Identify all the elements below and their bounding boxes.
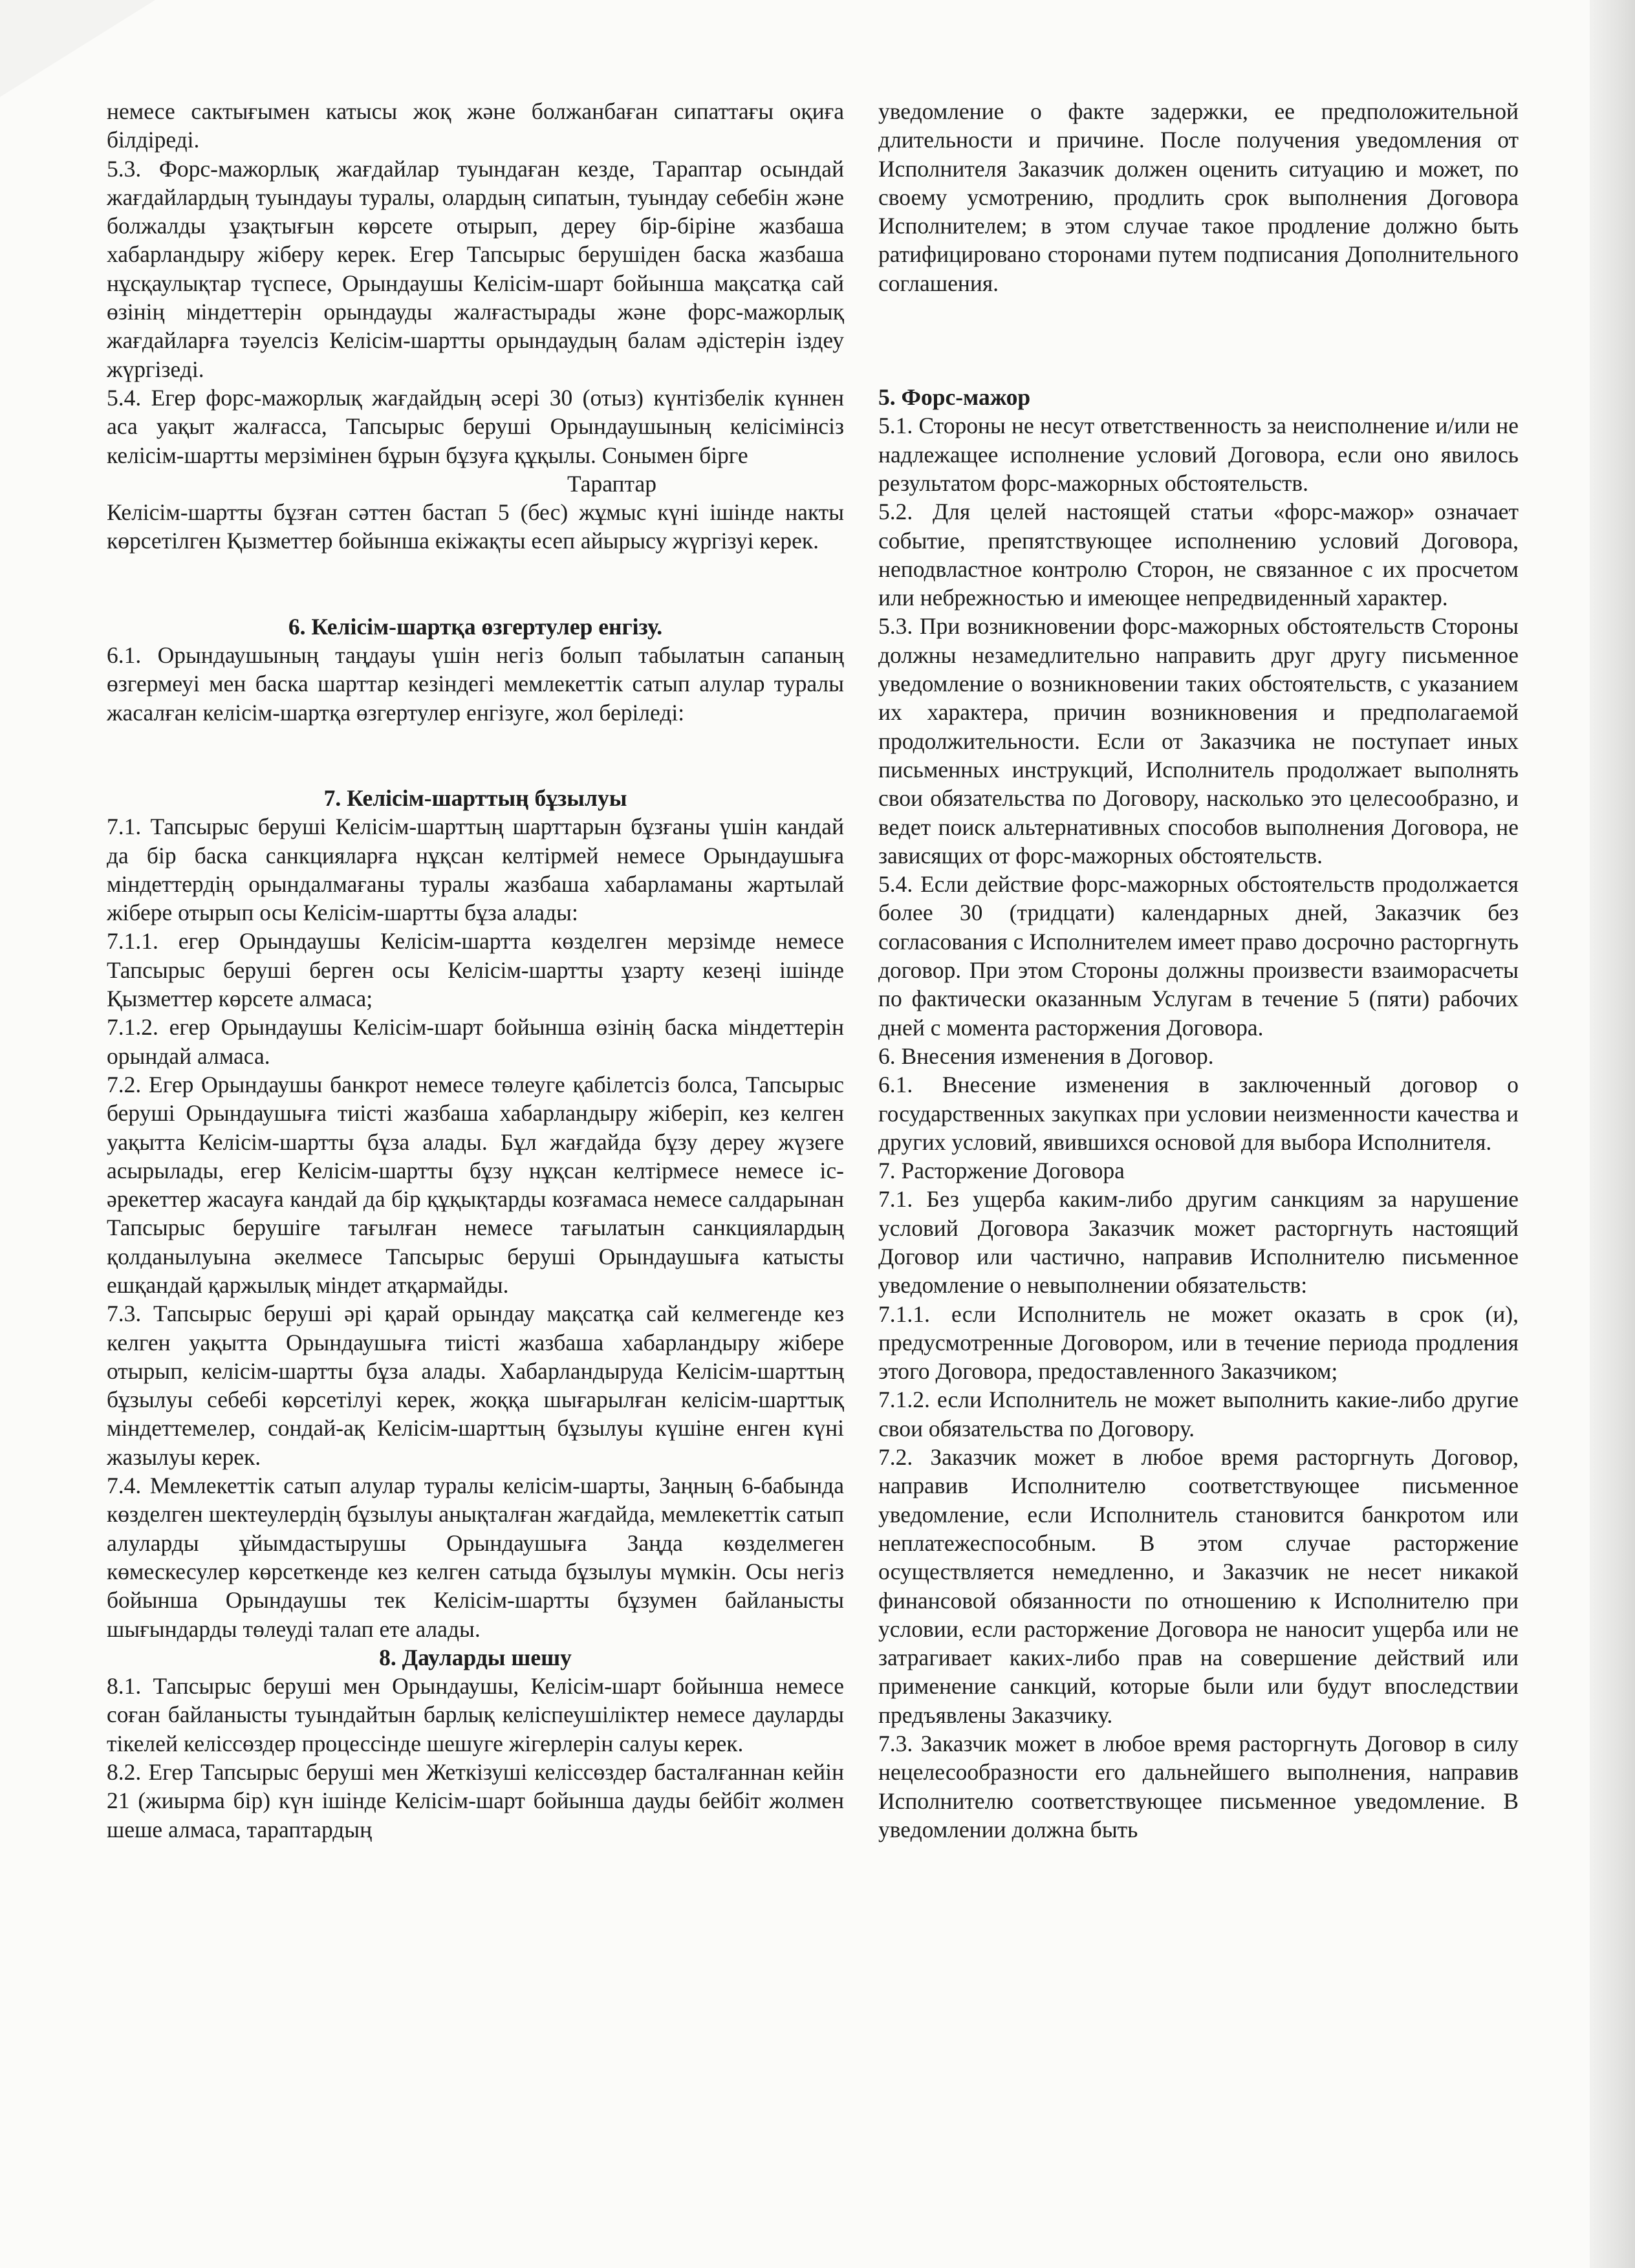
paragraph-5-4: 5.4. Егер форс-мажорлық жағдайдың әсері 30 (отыз) күнтізбелік күннен аса уақыт жалғасса, Тапсырыс беруші Орындаушының келісімінсіз келісім-шартты мерзімінен бұрын бұзуға құқылы. Сонымен бірге xyxy=(107,384,844,468)
heading-section-5: 5. Форс-мажор xyxy=(878,384,1031,411)
kazakh-column xyxy=(107,97,844,1844)
heading-section-7: 7. Расторжение Договора xyxy=(878,1158,1125,1184)
russian-column xyxy=(878,97,1519,1844)
paragraph-4-continuation: уведомление о факте задержки, ее предположительной длительности и причине. После получения уведомления от Исполнителя Заказчик должен оценить ситуацию и может, по своему усмотрению, продлить срок выполнения Договора Исполнителем; в этом случае такое продление должно быть ратифицировано сторонами путем подписания Дополнительного соглашения. xyxy=(878,98,1519,296)
paragraph-6-1: 6.1. Орындаушының таңдауы үшін негіз болып табылатын сапаның өзгермеуі мен баска шарттар кезіндегі мемлекеттік сатып алулар туралы жасалған келісім-шартқа өзгертулер енгізуге, жол беріледі: xyxy=(107,642,844,726)
paragraph-7-3: 7.3. Тапсырыс беруші әрі қарай орындау мақсатқа сай келмегенде кез келген уақытта Орындаушыға тиісті жазбаша хабарландыру жібере отырып, келісім-шартты бұза алады. Хабарландыруда Келісім-шарттың бұзылуы себебі көрсетілуі керек, жоққа шығарылған келісім-шарттық міндеттемелер, сондай-ақ Келісім-шарттың бұзылуы күшіне енген күні жазылуы керек. xyxy=(107,1301,844,1470)
paragraph-7-1-1: 7.1.1. если Исполнитель не может оказать в срок (и), предусмотренные Договором, или в течение периода продления этого Договора, предоставленного Заказчиком; xyxy=(878,1301,1519,1385)
paragraph-8-2: 8.2. Егер Тапсырыс беруші мен Жеткізуші келіссөздер басталғаннан кейін 21 (жиырма бір) күн ішінде Келісім-шарт бойынша дауды бейбіт жолмен шеше алмаса, тараптардың xyxy=(107,1759,844,1842)
paragraph-8-1: 8.1. Тапсырыс беруші мен Орындаушы, Келісім-шарт бойынша немесе соған байланысты туындайтын барлық келіспеушіліктер немесе дауларды тікелей келіссөздер процессінде шешуге жігерлерін салуы керек. xyxy=(107,1673,844,1756)
paragraph-7-2: 7.2. Заказчик может в любое время расторгнуть Договор, направив Исполнителю соответствующее письменное уведомление, если Исполнитель становится банкротом или неплатежеспособным. В этом случае расторжение осуществляется немедленно, и Заказчик не несет никакой финансовой обязанности по отношению к Исполнителю при условии, если расторжение Договора не наносит ущерба или не затрагивает каких-либо прав на совершение действий или применение санкций, которые были или будут впоследствии предъявлены Заказчику. xyxy=(878,1444,1519,1728)
paragraph-7-1-2: 7.1.2. егер Орындаушы Келісім-шарт бойынша өзінің баска міндеттерін орындай алмаса. xyxy=(107,1014,844,1069)
paragraph-7-1-1: 7.1.1. егер Орындаушы Келісім-шартта көзделген мерзімде немесе Тапсырыс беруші берген осы Келісім-шартты ұзарту кезеңі ішінде Қызметтер көрсете алмаса; xyxy=(107,928,844,1012)
heading-section-7: 7. Келісім-шарттың бұзылуы xyxy=(323,784,627,811)
paragraph-7-1: 7.1. Без ущерба каким-либо другим санкциям за нарушение условий Договора Заказчик может расторгнуть настоящий Договор или частично, направив Исполнителю письменное уведомление о невыполнении обязательств: xyxy=(878,1186,1519,1299)
paragraph-7-4: 7.4. Мемлекеттік сатып алулар туралы келісім-шарты, Заңның 6-бабында көзделген шектеулердің бұзылуы анықталған жағдайда, мемлекеттік сатып алуларды ұйымдастырушы Орындаушыға Заңда көзделмеген көмескесулер көрсеткенде кез келген сатыда бұзылуы мүмкін. Осы негіз бойынша Орындаушы тек Келісім-шартты бұзумен байланысты шығындарды төлеуді талап ете алады. xyxy=(107,1473,844,1642)
paragraph-5-3: 5.3. При возникновении форс-мажорных обстоятельств Стороны должны незамедлительно направить друг другу письменное уведомление о возникновении таких обстоятельств, с указанием их характера, причин возникновения и предполагаемой продолжительности. Если от Заказчика не поступает иных письменных инструкций, Исполнитель продолжает выполнять свои обязательства по Договору, насколько это целесообразно, и ведет поиск альтернативных способов выполнения Договора, не зависящих от форс-мажорных обстоятельств. xyxy=(878,613,1519,869)
paragraph-7-3: 7.3. Заказчик может в любое время расторгнуть Договор в силу нецелесообразности его дальнейшего выполнения, направив Исполнителю соответствующее письменное уведомление. В уведомлении должна быть xyxy=(878,1731,1519,1842)
paragraph-5-4-continuation: Келісім-шартты бұзған сәттен бастап 5 (бес) жұмыс күні ішінде накты көрсетілген Қызметтер бойынша екіжақты есеп айырысу жүргізуі керек. xyxy=(107,499,844,554)
paragraph-7-2: 7.2. Егер Орындаушы банкрот немесе төлеуге қабілетсіз болса, Тапсырыс беруші Орындаушыға тиісті жазбаша хабарландыру жіберіп, кез келген уақытта Келісім-шартты бұза алады. Бұл жағдайда бұзу дереу жүзеге асырылады, егер Келісім-шартты бұзу нұқсан келтірмесе немесе іс-әрекеттер жасауға кандай да бір құқықтарды козғамаса немесе салдарынан Тапсырыс берушіге тағылған немесе тағылатын санкциялардың қолданылуына әкелмесе Тапсырыс беруші Орындаушыға катысты ешқандай қаржылық міндет атқармайды. xyxy=(107,1071,844,1298)
paragraph-5-2-continuation: немесе сактығымен катысы жоқ және болжанбаған сипаттағы оқиға білдіреді. xyxy=(107,98,844,153)
paragraph-7-1: 7.1. Тапсырыс беруші Келісім-шарттың шарттарын бұзғаны үшін кандай да бір баска санкцияларға нұқсан келтірмей немесе Орындаушыға міндеттердің орындалмағаны туралы жазбаша хабарламаны жартылай жібере отырып осы Келісім-шартты бұза алады: xyxy=(107,814,844,926)
heading-section-6: 6. Внесения изменения в Договор. xyxy=(878,1042,1214,1069)
paragraph-5-4: 5.4. Если действие форс-мажорных обстоятельств продолжается более 30 (тридцати) календарных дней, Заказчик без согласования с Исполнителем имеет право досрочно расторгнуть договор. При этом Стороны должны произвести взаиморасчеты по фактически оказанным Услугам в течение 5 (пяти) рабочих дней с момента расторжения Договора. xyxy=(878,871,1519,1041)
paragraph-6-1: 6.1. Внесение изменения в заключенный договор о государственных закупках при условии неизменности качества и других условий, явившихся основой для выбора Исполнителя. xyxy=(878,1072,1519,1155)
paragraph-5-3: 5.3. Форс-мажорлық жағдайлар туындаған кезде, Тараптар осындай жағдайлардың туындауы туралы, олардың сипатын, туындау себебін және болжалды ұзақтығын көрсете отырып, дереу бір-біріне жазбаша хабарландыру жіберу керек. Егер Тапсырыс берушіден баска жазбаша нұсқаулықтар түспесе, Орындаушы Келісім-шарт бойынша мақсатқа сай өзінің міндеттерін орындауды жалғастырады және форс-мажорлық жағдайларға тәуелсіз Келісім-шартты орындаудың балам әдістерін іздеу жүргізеді. xyxy=(107,155,844,382)
paragraph-5-2: 5.2. Для целей настоящей статьи «форс-мажор» означает событие, препятствующее исполнению условий Договора, неподвластное контролю Сторон, не связанное с их просчетом или небрежностью и имеющее непредвиденный характер. xyxy=(878,499,1519,611)
paragraph-5-4-parties: Тараптар xyxy=(567,470,656,497)
page-edge-shadow xyxy=(1590,0,1635,2268)
heading-section-6: 6. Келісім-шартқа өзгертулер енгізу. xyxy=(288,613,663,640)
heading-section-8: 8. Дауларды шешу xyxy=(379,1644,572,1670)
paragraph-7-1-2: 7.1.2. если Исполнитель не может выполнить какие-либо другие свои обязательства по Договору. xyxy=(878,1387,1519,1442)
paragraph-5-1: 5.1. Стороны не несут ответственность за неисполнение и/или не надлежащее исполнение условий Договора, если оно явилось результатом форс-мажорных обстоятельств. xyxy=(878,413,1519,496)
